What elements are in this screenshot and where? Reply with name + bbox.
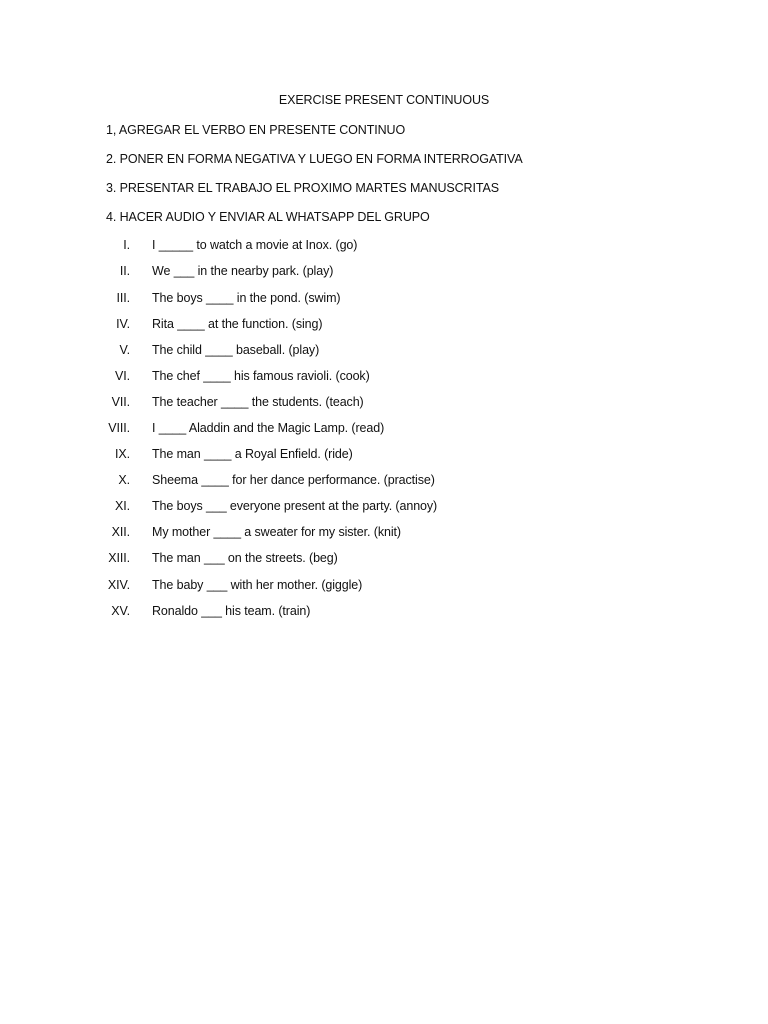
item-number: XIV. xyxy=(107,578,130,592)
item-sentence: We ___ in the nearby park. (play) xyxy=(152,264,334,278)
item-sentence: The teacher ____ the students. (teach) xyxy=(152,395,364,409)
exercise-item xyxy=(0,291,768,309)
exercise-item xyxy=(0,343,768,361)
item-sentence: The child ____ baseball. (play) xyxy=(152,343,320,357)
item-number: II. xyxy=(119,264,130,278)
exercise-item xyxy=(0,395,768,413)
item-number: VII. xyxy=(111,395,130,409)
item-sentence: The man ___ on the streets. (beg) xyxy=(152,551,338,565)
instruction-4: 4. HACER AUDIO Y ENVIAR AL WHATSAPP DEL GRUPO xyxy=(106,210,430,224)
exercise-item xyxy=(0,369,768,387)
item-number: XI. xyxy=(115,499,130,513)
item-sentence: Ronaldo ___ his team. (train) xyxy=(152,604,311,618)
item-sentence: Sheema ____ for her dance performance. (practise) xyxy=(152,473,435,487)
item-sentence: I _____ to watch a movie at Inox. (go) xyxy=(152,238,358,252)
item-number: IV. xyxy=(116,317,130,331)
item-sentence: The boys ___ everyone present at the party. (annoy) xyxy=(152,499,438,513)
item-number: V. xyxy=(119,343,130,357)
item-number: IX. xyxy=(115,447,130,461)
exercise-item xyxy=(0,317,768,335)
exercise-item xyxy=(0,578,768,596)
document-title: EXERCISE PRESENT CONTINUOUS xyxy=(278,93,490,107)
item-sentence: My mother ____ a sweater for my sister. (knit) xyxy=(152,525,401,539)
instruction-3: 3. PRESENTAR EL TRABAJO EL PROXIMO MARTES MANUSCRITAS xyxy=(106,181,499,195)
item-sentence: The baby ___ with her mother. (giggle) xyxy=(152,578,363,592)
instruction-2: 2. PONER EN FORMA NEGATIVA Y LUEGO EN FORMA INTERROGATIVA xyxy=(106,152,523,166)
item-number: XII. xyxy=(111,525,130,539)
item-sentence: Rita ____ at the function. (sing) xyxy=(152,317,323,331)
item-number: X. xyxy=(118,473,130,487)
exercise-item xyxy=(0,473,768,491)
exercise-item xyxy=(0,525,768,543)
item-sentence: I ____ Aladdin and the Magic Lamp. (read) xyxy=(152,421,385,435)
item-sentence: The chef ____ his famous ravioli. (cook) xyxy=(152,369,370,383)
exercise-item xyxy=(0,264,768,282)
exercise-item xyxy=(0,551,768,569)
item-number: III. xyxy=(116,291,130,305)
item-number: I. xyxy=(123,238,130,252)
exercise-item xyxy=(0,604,768,622)
item-number: VIII. xyxy=(108,421,130,435)
exercise-item xyxy=(0,447,768,465)
item-sentence: The man ____ a Royal Enfield. (ride) xyxy=(152,447,353,461)
exercise-item xyxy=(0,499,768,517)
item-sentence: The boys ____ in the pond. (swim) xyxy=(152,291,341,305)
exercise-item xyxy=(0,238,768,256)
item-number: VI. xyxy=(115,369,130,383)
exercise-item xyxy=(0,421,768,439)
instruction-1: 1, AGREGAR EL VERBO EN PRESENTE CONTINUO xyxy=(106,123,406,137)
item-number: XIII. xyxy=(108,551,130,565)
item-number: XV. xyxy=(111,604,130,618)
